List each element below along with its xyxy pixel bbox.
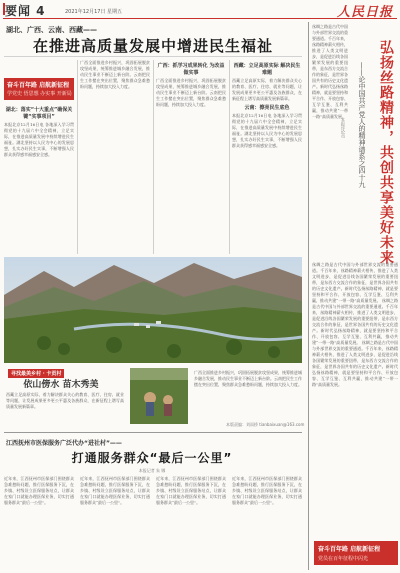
column-divider bbox=[77, 60, 78, 254]
second-kicker: 江西抚州市医保服务广泛代办“进社村”—— bbox=[6, 440, 122, 447]
photo-caption-tag: 寻找最美乡村 · 卡贡村 bbox=[8, 369, 64, 378]
commentary-subtitle: ——论中国共产党人的精神谱系之四十九 bbox=[358, 62, 366, 188]
second-column-3-text: 近年来，江西抚州市医保部门围绕群众急难愁盼问题，推行医保服务下沉，在乡镇、村级设立医保服务站点，让群众在家门口就能办理医保业务，切实打通服务群众“最后一公里”。 bbox=[156, 476, 226, 505]
commentary-column-main bbox=[312, 262, 398, 538]
commentary-divider bbox=[308, 22, 309, 570]
second-column-2 bbox=[80, 476, 150, 568]
commentary-series-banner bbox=[314, 541, 398, 565]
second-column-2-text: 近年来，江西抚州市医保部门围绕群众急难愁盼问题，推行医保服务下沉，在乡镇、村级设立医保服务站点，让群众在家门口就能办理医保业务，切实打通服务群众“最后一公里”。 bbox=[80, 476, 150, 505]
page-header bbox=[3, 2, 397, 19]
second-column-3 bbox=[156, 476, 226, 568]
article-column-1 bbox=[4, 104, 74, 252]
commentary-byline: 本报评论员 bbox=[341, 118, 346, 138]
headline-divider bbox=[4, 56, 302, 57]
lead-headline: 在推进高质量发展中增进民生福祉 bbox=[32, 37, 273, 55]
commentary-banner-title: 奋斗百年路 启航新征程 bbox=[318, 546, 381, 553]
photo-headline: 依山傍水 苗木秀美 bbox=[23, 380, 99, 390]
second-column-4-text: 近年来，江西抚州市医保部门围绕群众急难愁盼问题，推行医保服务下沉，在乡镇、村级设立医保服务站点，让群众在家门口就能办理医保业务，切实打通服务群众“最后一公里”。 bbox=[232, 476, 302, 505]
second-headline: 打通服务群众“最后一公里” bbox=[71, 451, 233, 465]
editor-note: 本版责编：刘雨桥 tianbaixuan@163.com bbox=[226, 422, 305, 427]
subhead-hubei: 湖北：落实“十大重点”确保关键“实事项目” bbox=[5, 107, 73, 120]
commentary-title: 弘扬丝路精神，共创共享美好未来 bbox=[378, 40, 394, 265]
commentary-text-1: 丝绸之路是古代中国与外部世界交流的重要通道。千百年来，丝路精神薪火相传，推进了人类文明进步，是促进沿线各国繁荣发展的重要纽带，是东西方交流合作的象征，是世界各国共有的历史文化遗产。新时代弘扬丝路精神，就是要坚持和平合作、开放包容、互学互鉴、互利共赢，推动共建“一带一路”高质量发展。 bbox=[312, 262, 398, 303]
commentary-text-2: 丝绸之路是古代中国与外部世界交流的重要通道。千百年来，丝路精神薪火相传，推进了人类文明进步，是促进沿线各国繁荣发展的重要纽带，是东西方交流合作的象征，是世界各国共有的历史文化遗产。新时代弘扬丝路精神，就是要坚持和平合作、开放包容、互学互鉴、互利共赢，推动共建“一带一路”高质量发展。 bbox=[312, 298, 398, 345]
commentary-column-top bbox=[312, 24, 348, 256]
subhead-yunnan: 云南：擦亮民生底色 bbox=[244, 105, 290, 111]
farm-photo bbox=[130, 368, 188, 424]
column-4-text: 西藏立足高原实际，着力解决群众关心的教育、医疗、住房、就业等问题，让发展成果更多更公平惠及各族群众，在新征程上谱写高质量发展新篇章。 bbox=[232, 78, 302, 101]
commentary-text-top: 丝绸之路是古代中国与外部世界交流的重要通道。千百年来，丝路精神薪火相传，推进了人类文明进步，是促进沿线各国繁荣发展的重要纽带，是东西方交流合作的象征，是世界各国共有的历史文化遗产。新时代弘扬丝路精神，就是要坚持和平合作、开放包容、互学互鉴、互利共赢，推动共建“一带一路”高质量发展。 bbox=[312, 24, 348, 119]
series-banner-title: 奋斗百年路 启航新征程 bbox=[7, 82, 70, 89]
column-2-text: 广西全面推进乡村振兴，巩固拓展脱贫攻坚成果，统筹推进城乡融合发展，推动民生事业不断迈上新台阶。云南把民生工作摆在突出位置，聚焦群众急难愁盼问题，持续加大投入力度。 bbox=[80, 60, 150, 89]
photo-story-body-2: 广西全面推进乡村振兴，巩固拓展脱贫攻坚成果，统筹推进城乡融合发展，推动民生事业不断迈上新台阶。云南把民生工作摆在突出位置，聚焦群众急难愁盼问题，持续加大投入力度。 bbox=[194, 370, 302, 387]
photo-story-text bbox=[6, 392, 124, 426]
subhead-guangxi: 广西：抓学习成果转化 为改益做实事 bbox=[157, 63, 225, 76]
second-column-4 bbox=[232, 476, 302, 568]
second-column-1 bbox=[4, 476, 74, 568]
column-1-text: 本报北京12月16日电 各地深入学习贯彻党的十九届六中全会精神，立足实际，在推进高质量发展中持续增进民生福祉。湖北坚持以人民为中心的发展思想，扎实办好民生实事，不断增强人民群众获得感幸福感安全感。 bbox=[4, 122, 74, 157]
second-column-1-text: 近年来，江西抚州市医保部门围绕群众急难愁盼问题，推行医保服务下沉，在乡镇、村级设立医保服务站点，让群众在家门口就能办理医保业务，切实打通服务群众“最后一公里”。 bbox=[4, 476, 74, 505]
photo-story-text-2 bbox=[194, 370, 302, 420]
landscape-photo bbox=[4, 257, 302, 363]
series-banner bbox=[4, 78, 74, 100]
subhead-tibet: 西藏：立足高原实际 解决民生难题 bbox=[233, 63, 301, 76]
newspaper-logo: 人民日报 bbox=[336, 5, 393, 20]
series-banner-sub: 学党史 悟思想 办实事 开新局 bbox=[7, 91, 72, 97]
article-column-3 bbox=[156, 60, 226, 252]
column-3-text: 广西全面推进乡村振兴，巩固拓展脱贫攻坚成果，统筹推进城乡融合发展，推动民生事业不断迈上新台阶。云南把民生工作摆在突出位置，聚焦群众急难愁盼问题，持续加大投入力度。 bbox=[156, 78, 226, 107]
lead-kicker: 湖北、广西、云南、西藏—— bbox=[6, 26, 97, 34]
column-divider bbox=[229, 60, 230, 254]
column-divider bbox=[153, 60, 154, 254]
commentary-banner-sub: 党员在百年征程中闪光 bbox=[318, 556, 369, 562]
section-label: 要闻 4 bbox=[5, 4, 46, 18]
issue-date: 2021年12月17日 星期五 bbox=[65, 9, 123, 15]
column-4-text-more: 本报北京12月16日电 各地深入学习贯彻党的十九届六中全会精神，立足实际，在推进高质量发展中持续增进民生福祉。湖北坚持以人民为中心的发展思想，扎实办好民生实事，不断增强人民群众获得感幸福感安全感。 bbox=[232, 113, 302, 148]
photo-story-body: 西藏立足高原实际，着力解决群众关心的教育、医疗、住房、就业等问题，让发展成果更多更公平惠及各族群众，在新征程上谱写高质量发展新篇章。 bbox=[6, 392, 124, 409]
section-divider bbox=[4, 432, 302, 433]
second-byline: 本报记者 朱 娜 bbox=[138, 468, 166, 473]
article-column-4 bbox=[232, 60, 302, 252]
article-column-2 bbox=[80, 60, 150, 252]
commentary-text-3: 丝绸之路是古代中国与外部世界交流的重要通道。千百年来，丝路精神薪火相传，推进了人类文明进步，是促进沿线各国繁荣发展的重要纽带，是东西方交流合作的象征，是世界各国共有的历史文化遗产。新时代弘扬丝路精神，就是要坚持和平合作、开放包容、互学互鉴、互利共赢，推动共建“一带一路”高质量发展。 bbox=[312, 340, 398, 387]
